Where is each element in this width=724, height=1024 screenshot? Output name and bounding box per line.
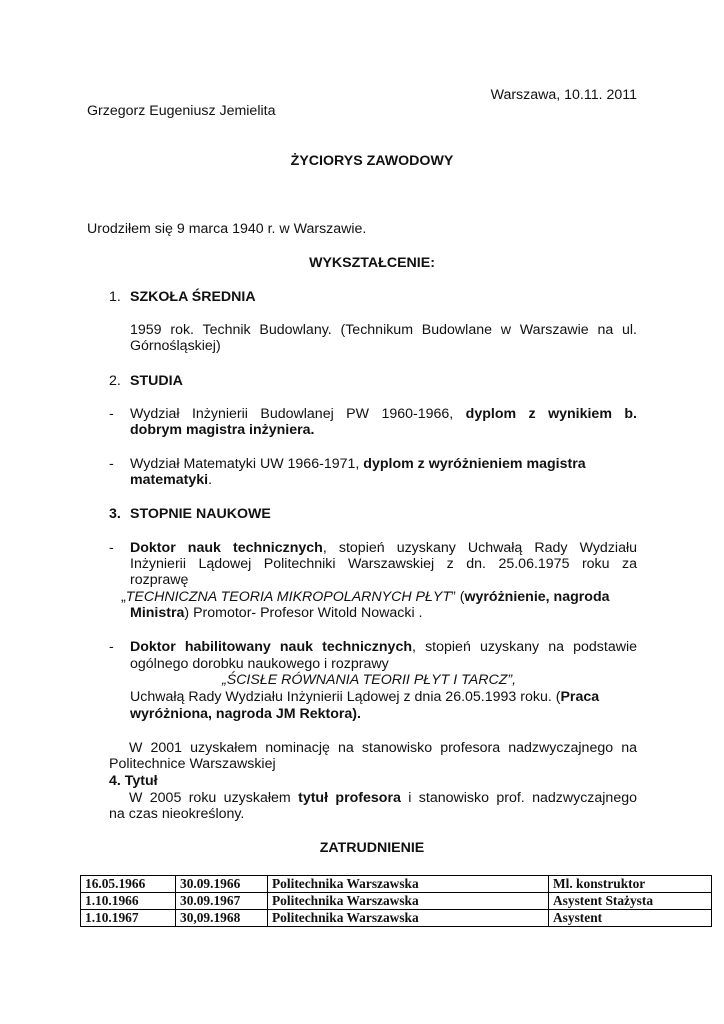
document-title: ŻYCIORYS ZAWODOWY — [290, 153, 454, 169]
nomination-line: Politechnice Warszawskiej — [109, 756, 276, 772]
degree-line: Doktor nauk technicznych, stopień uzyskany Uchwałą Rady Wydziału — [130, 540, 638, 556]
employment-employer: Politechnika Warszawska — [268, 893, 549, 910]
school-line: 1959 rok. Technik Budowlany. (Technikum Budowlane w Warszawie na ul. — [130, 322, 637, 338]
employment-position: Asystent Stażysta — [549, 893, 712, 910]
degree-line: Inżynierii Lądowej Politechniki Warszawskiej z dn. 25.06.1975 roku za — [130, 556, 637, 572]
employment-table — [80, 875, 712, 927]
table-row — [81, 893, 712, 910]
bullet: - — [109, 639, 114, 655]
title-line: W 2005 roku uzyskałem tytuł profesora i stanowisko prof. nadzwyczajnego — [129, 790, 637, 806]
school-line: Górnośląskiej) — [130, 338, 221, 354]
section-number: 1. — [109, 289, 121, 305]
employment-to: 30,09.1968 — [176, 910, 268, 927]
section-title: 4. Tytuł — [109, 773, 158, 789]
employment-employer: Politechnika Warszawska — [268, 876, 549, 893]
dissertation-title-line: „ŚCISŁE RÓWNANIA TEORII PŁYT I TARCZ”, — [222, 672, 517, 688]
section-title: STOPNIE NAUKOWE — [130, 506, 271, 522]
degree-line: Ministra) Promotor- Profesor Witold Nowacki . — [130, 605, 423, 621]
section-title: SZKOŁA ŚREDNIA — [130, 289, 256, 305]
table-row — [81, 876, 712, 893]
studies-item-line: dobrym magistra inżyniera. — [130, 422, 315, 438]
table-row — [81, 910, 712, 927]
bullet: - — [109, 540, 114, 556]
studies-item-line: Wydział Inżynierii Budowlanej PW 1960-1966, dyplom z wynikiem b. — [130, 406, 637, 422]
bullet: - — [109, 406, 114, 422]
employment-to: 30.09.1966 — [176, 876, 268, 893]
studies-item-line: Wydział Matematyki UW 1966-1971, dyplom z wyróżnieniem magistra — [130, 456, 586, 472]
nomination-line: W 2001 uzyskałem nominację na stanowisko profesora nadzwyczajnego na — [129, 740, 637, 756]
habilitation-line: wyróżniona, nagroda JM Rektora). — [130, 706, 361, 722]
section-title: STUDIA — [130, 373, 183, 389]
employment-from: 16.05.1966 — [81, 876, 176, 893]
section-number: 3. — [109, 506, 121, 522]
section-number: 2. — [109, 373, 121, 389]
dissertation-title-line: „TECHNICZNA TEORIA MIKROPOLARNYCH PŁYT” (wyróżnienie, nagroda — [121, 589, 610, 605]
employment-employer: Politechnika Warszawska — [268, 910, 549, 927]
employment-from: 1.10.1967 — [81, 910, 176, 927]
employment-position: Ml. konstruktor — [549, 876, 712, 893]
title-line: na czas nieokreślony. — [109, 806, 245, 822]
author-name: Grzegorz Eugeniusz Jemielita — [87, 103, 276, 119]
employment-position: Asystent — [549, 910, 712, 927]
habilitation-line: Doktor habilitowany nauk technicznych, stopień uzyskany na podstawie — [130, 639, 638, 655]
bullet: - — [109, 456, 114, 472]
employment-heading: ZATRUDNIENIE — [319, 840, 425, 856]
employment-to: 30.09.1967 — [176, 893, 268, 910]
education-heading: WYKSZTAŁCENIE: — [309, 255, 435, 271]
studies-item-line: matematyki. — [130, 472, 213, 488]
degree-line: rozprawę — [130, 572, 189, 588]
habilitation-line: Uchwałą Rady Wydziału Inżynierii Lądowej z dnia 26.05.1993 roku. (Praca — [130, 689, 600, 705]
employment-from: 1.10.1966 — [81, 893, 176, 910]
place-date: Warszawa, 10.11. 2011 — [490, 87, 637, 103]
birth-statement: Urodziłem się 9 marca 1940 r. w Warszawie. — [87, 221, 367, 237]
habilitation-line: ogólnego dorobku naukowego i rozprawy — [130, 656, 389, 672]
